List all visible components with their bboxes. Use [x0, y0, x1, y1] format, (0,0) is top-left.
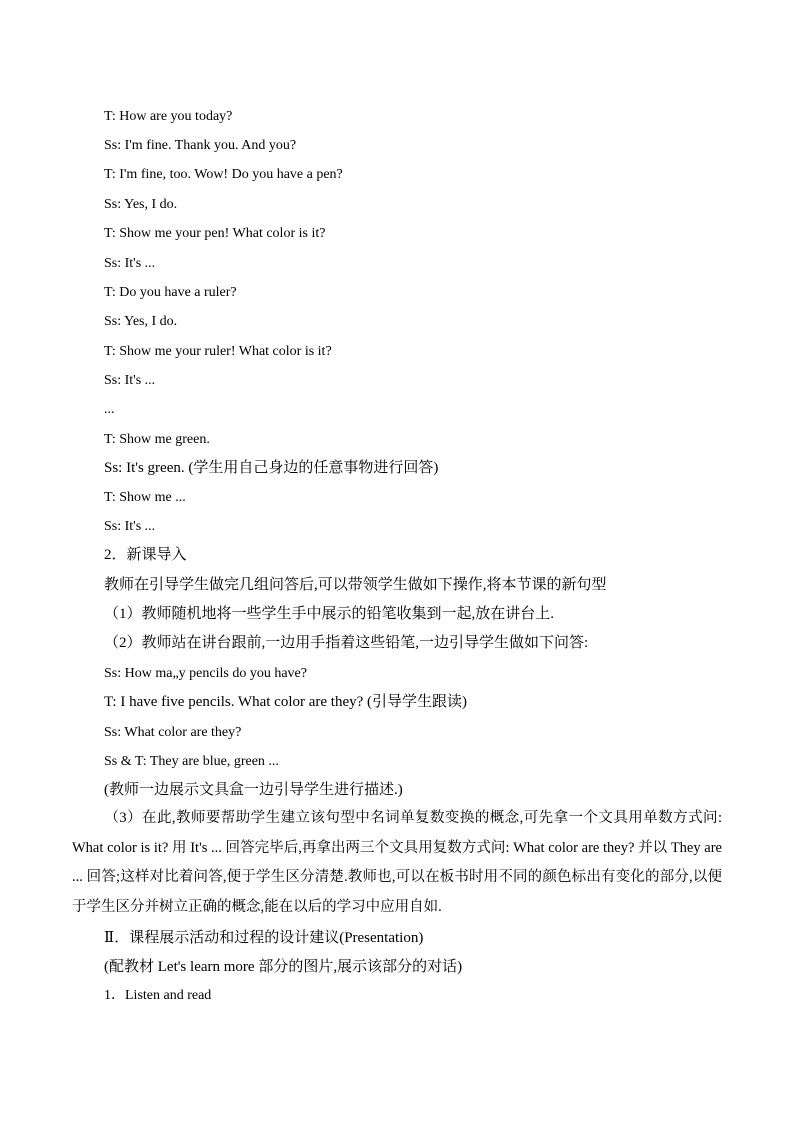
dialog-line: T: How are you today? [104, 109, 233, 124]
dialog-line: Ss: It's green. (学生用自己身边的任意事物进行回答) [104, 460, 439, 476]
step-1: （1）教师随机地将一些学生手中展示的铅笔收集到一起,放在讲台上. [104, 606, 555, 622]
dialog-line: Ss: It's ... [104, 519, 156, 534]
step-2: （2）教师站在讲台跟前,一边用手指着这些铅笔,一边引导学生做如下问答: [104, 635, 589, 651]
dialog-line: T: Do you have a ruler? [104, 285, 237, 300]
section-heading-presentation: Ⅱ．课程展示活动和过程的设计建议(Presentation) [104, 930, 424, 946]
dialog-line: Ss: What color are they? [104, 725, 242, 740]
dialog-line: Ss: It's ... [104, 256, 156, 271]
dialog-line: T: Show me your ruler! What color is it? [104, 344, 332, 359]
step-3-text: （3）在此,教师要帮助学生建立该句型中名词单复数变换的概念,可先拿一个文具用单数方式问: What color is it? 用 It's ... 回答完毕后,再拿出两三个文具用复数方式问: What color are they? 并以 They are ... 回答;这样对比着问答,便于学生区分清楚.教师也,可以在板书时用不同的颜色标出有变化的部分,以便于学生区分并树立正确的概念,能在以后的学习中应用自如. [72, 810, 722, 915]
dialog-line: T: Show me green. [104, 432, 210, 447]
step-3-paragraph [72, 804, 722, 922]
teacher-note: (教师一边展示文具盒一边引导学生进行描述.) [104, 782, 403, 798]
presentation-item-1: 1．Listen and read [104, 988, 212, 1003]
section-heading-new-lesson: 2．新课导入 [104, 547, 187, 563]
dialog-line: T: I'm fine, too. Wow! Do you have a pen? [104, 167, 343, 182]
dialog-line: Ss: Yes, I do. [104, 314, 178, 329]
dialog-line: Ss: It's ... [104, 373, 156, 388]
dialog-line: T: Show me your pen! What color is it? [104, 226, 326, 241]
dialog-ellipsis: ... [104, 402, 115, 417]
presentation-note: (配教材 Let's learn more 部分的图片,展示该部分的对话) [104, 959, 463, 975]
dialog-line: Ss: Yes, I do. [104, 197, 178, 212]
section-intro: 教师在引导学生做完几组问答后,可以带领学生做如下操作,将本节课的新句型 [104, 577, 607, 593]
dialog-line: Ss: How ma„y pencils do you have? [104, 666, 307, 681]
dialog-line: Ss & T: They are blue, green ... [104, 754, 279, 769]
dialog-line: T: Show me ... [104, 490, 186, 505]
dialog-line: Ss: I'm fine. Thank you. And you? [104, 138, 297, 153]
dialog-line: T: I have five pencils. What color are they? (引导学生跟读) [104, 694, 468, 710]
